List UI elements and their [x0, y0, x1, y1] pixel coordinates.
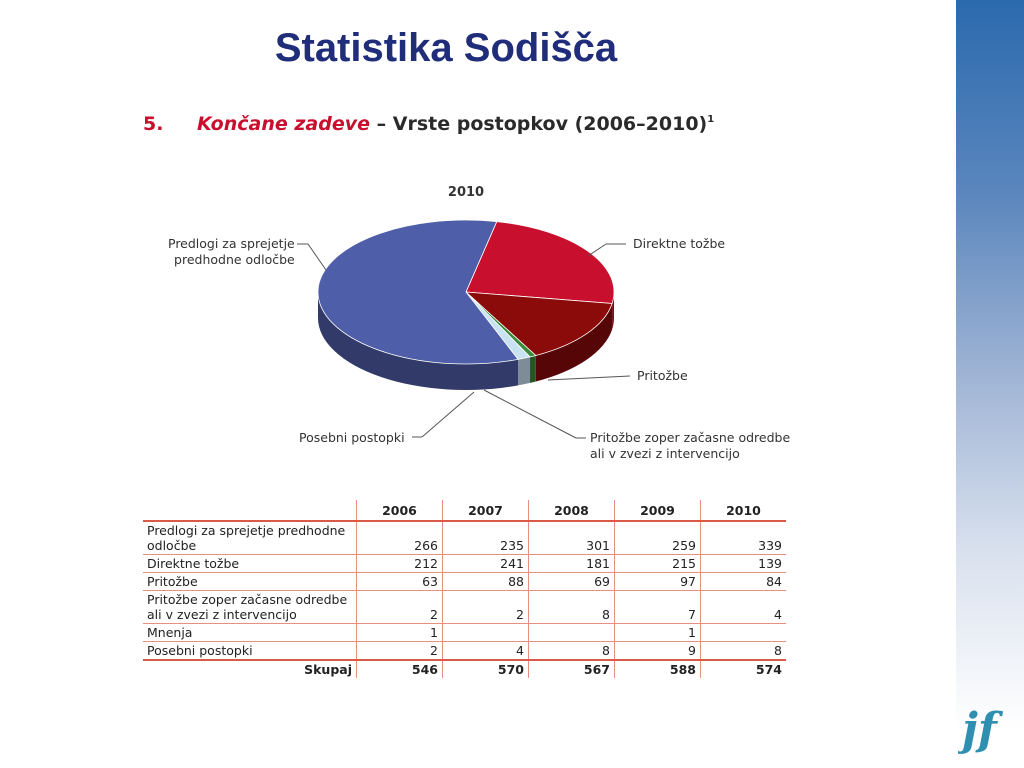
table-cell: 1	[615, 624, 701, 642]
total-cell: 567	[529, 660, 615, 678]
pie-chart	[140, 170, 800, 470]
label-posebni: Posebni postopki	[299, 430, 405, 445]
column-header: 2007	[443, 500, 529, 521]
table-cell: 241	[443, 555, 529, 573]
chart-title-rest: – Vrste postopkov (2006–2010)	[370, 113, 708, 135]
table-corner	[143, 500, 357, 521]
total-label: Skupaj	[143, 660, 357, 678]
chart-title-emphasis: Končane zadeve	[197, 113, 371, 135]
table-row	[143, 573, 786, 591]
table-cell: 8	[529, 591, 615, 624]
table-cell	[529, 624, 615, 642]
table-row	[143, 555, 786, 573]
table-cell	[701, 624, 787, 642]
column-header: 2008	[529, 500, 615, 521]
table-cell: 84	[701, 573, 787, 591]
table-cell: 266	[357, 521, 443, 555]
table-row	[143, 521, 786, 555]
row-label: Pritožbe zoper začasne odredbe ali v zvezi z intervencijo	[143, 591, 357, 624]
table-cell: 139	[701, 555, 787, 573]
leader-pritozbe	[548, 376, 630, 380]
total-cell: 574	[701, 660, 787, 678]
total-cell: 546	[357, 660, 443, 678]
leader-predlogi-2	[308, 244, 326, 270]
table-cell: 9	[615, 642, 701, 661]
label-predlogi: Predlogi za sprejetje predhodne odločbe	[168, 236, 295, 267]
table-cell: 212	[357, 555, 443, 573]
table-cell: 7	[615, 591, 701, 624]
table-cell: 1	[357, 624, 443, 642]
total-cell: 588	[615, 660, 701, 678]
table-cell: 2	[443, 591, 529, 624]
pie-side-3	[530, 355, 536, 382]
table-row	[143, 642, 786, 661]
table-cell: 88	[443, 573, 529, 591]
table-row	[143, 624, 786, 642]
data-table	[143, 500, 786, 678]
table-cell: 181	[529, 555, 615, 573]
table-header-row	[143, 500, 786, 521]
table-cell: 2	[357, 591, 443, 624]
table-cell: 235	[443, 521, 529, 555]
row-label: Predlogi za sprejetje predhodne odločbe	[143, 521, 357, 555]
pie-title: 2010	[447, 185, 485, 200]
row-label: Mnenja	[143, 624, 357, 642]
table-cell: 97	[615, 573, 701, 591]
table-cell	[443, 624, 529, 642]
table-cell: 301	[529, 521, 615, 555]
table-cell: 69	[529, 573, 615, 591]
column-header: 2006	[357, 500, 443, 521]
logo-lettering: jf	[962, 704, 997, 755]
row-label: Pritožbe	[143, 573, 357, 591]
pie-side-4	[518, 357, 530, 385]
table-cell: 259	[615, 521, 701, 555]
leader-posebni	[422, 392, 474, 437]
label-pritozbe: Pritožbe	[637, 368, 688, 383]
column-header: 2009	[615, 500, 701, 521]
side-decoration-band	[956, 0, 1024, 768]
column-header: 2010	[701, 500, 787, 521]
label-zoper: Pritožbe zoper začasne odredbe ali v zvezi z intervencijo	[590, 430, 791, 461]
row-label: Posebni postopki	[143, 642, 357, 661]
slide-title: Statistika Sodišča	[274, 26, 618, 70]
pie-tops	[318, 220, 614, 364]
table-cell: 4	[701, 591, 787, 624]
leader-zoper	[484, 390, 576, 438]
table-cell: 63	[357, 573, 443, 591]
table-row	[143, 591, 786, 624]
jf-logo	[958, 700, 1014, 756]
row-label: Direktne tožbe	[143, 555, 357, 573]
chart-title-footnote: 1	[707, 114, 715, 125]
total-cell: 570	[443, 660, 529, 678]
table-cell: 4	[443, 642, 529, 661]
leader-direktne	[588, 244, 606, 256]
table-cell: 8	[529, 642, 615, 661]
chart-number: 5.	[143, 113, 164, 135]
table-cell: 8	[701, 642, 787, 661]
table-total-row	[143, 660, 786, 678]
table-cell: 2	[357, 642, 443, 661]
label-direktne: Direktne tožbe	[633, 236, 726, 251]
chart-heading	[143, 113, 714, 135]
table-cell: 339	[701, 521, 787, 555]
table-cell: 215	[615, 555, 701, 573]
